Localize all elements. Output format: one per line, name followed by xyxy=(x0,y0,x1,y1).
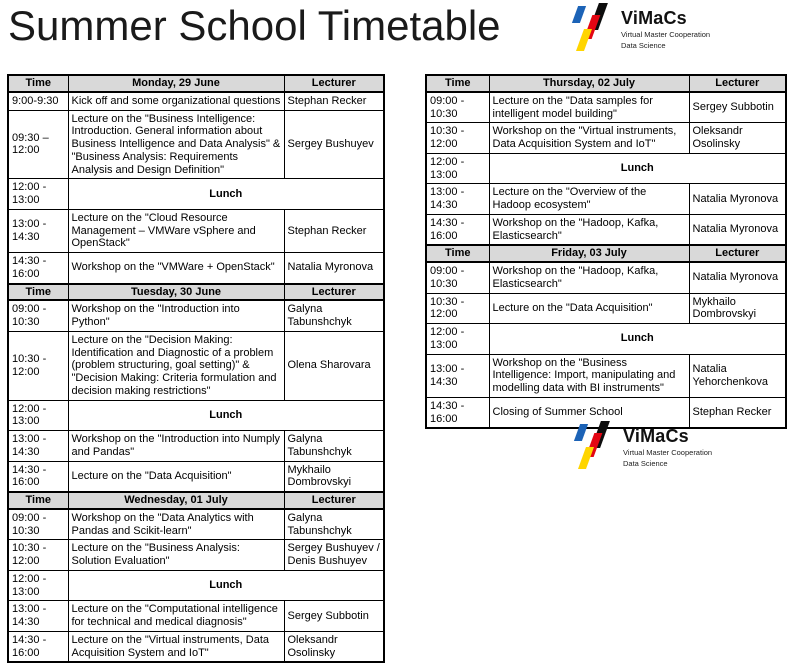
session-description: Workshop on the "Data Analytics with Pandas and Scikit-learn" xyxy=(68,509,284,540)
time-cell: 13:00 - 14:30 xyxy=(8,431,68,462)
session-row xyxy=(8,331,384,400)
day-header: Thursday, 02 July xyxy=(489,75,689,92)
day-header: Friday, 03 July xyxy=(489,245,689,262)
lecturer-cell: Olena Sharovara xyxy=(284,331,384,400)
session-description: Lecture on the "Data Acquisition" xyxy=(489,293,689,324)
session-row xyxy=(8,209,384,252)
session-row xyxy=(426,262,786,293)
time-cell: 09:30 – 12:00 xyxy=(8,110,68,179)
time-header: Time xyxy=(426,75,489,92)
session-row xyxy=(8,110,384,179)
session-description: Lecture on the "Overview of the Hadoop ecosystem" xyxy=(489,184,689,215)
logo-text xyxy=(621,2,710,54)
lecturer-header: Lecturer xyxy=(284,492,384,509)
session-row xyxy=(426,293,786,324)
session-row xyxy=(8,540,384,571)
lecturer-cell: Natalia Myronova xyxy=(689,184,786,215)
logo-bar-yellow-icon xyxy=(576,29,592,51)
timetable-right xyxy=(425,74,787,429)
session-description: Lecture on the "Business Intelligence: Introduction. General information about Business Intelligence and Data Analysis" & "Business Analysis: Requirements Analysis and Design Definition" xyxy=(68,110,284,179)
lecturer-cell: Natalia Yehorchenkova xyxy=(689,354,786,397)
time-cell: 12:00 - 13:00 xyxy=(426,324,489,355)
lecturer-cell: Galyna Tabunshchyk xyxy=(284,509,384,540)
lecturer-cell: Sergey Subbotin xyxy=(689,92,786,123)
session-row xyxy=(8,461,384,492)
time-cell: 13:00 - 14:30 xyxy=(8,209,68,252)
time-cell: 14:30 - 16:00 xyxy=(426,397,489,428)
logo-bar-yellow-icon xyxy=(578,447,594,469)
time-cell: 09:00 - 10:30 xyxy=(426,92,489,123)
lecturer-cell: Natalia Myronova xyxy=(689,214,786,245)
vimacs-logo-icon xyxy=(572,2,614,54)
session-description: Closing of Summer School xyxy=(489,397,689,428)
time-cell: 09:00 - 10:30 xyxy=(8,300,68,331)
time-cell: 10:30 - 12:00 xyxy=(426,123,489,154)
session-description: Lecture on the "Data samples for intelligent model building" xyxy=(489,92,689,123)
time-header: Time xyxy=(8,75,68,92)
time-cell: 14:30 - 16:00 xyxy=(426,214,489,245)
time-cell: 13:00 - 14:30 xyxy=(426,184,489,215)
time-header: Time xyxy=(426,245,489,262)
session-description: Workshop on the "Introduction into Python" xyxy=(68,300,284,331)
session-description: Lecture on the "Business Analysis: Solution Evaluation" xyxy=(68,540,284,571)
lunch-cell: Lunch xyxy=(489,153,786,184)
time-cell: 12:00 - 13:00 xyxy=(8,570,68,601)
day-header: Wednesday, 01 July xyxy=(68,492,284,509)
session-description: Lecture on the "Decision Making: Identification and Diagnostic of a problem (problem structuring, goal setting)" & "Decision Making: Criteria formulation and decision making restrictions" xyxy=(68,331,284,400)
lecturer-cell: Natalia Myronova xyxy=(689,262,786,293)
session-row xyxy=(8,509,384,540)
time-cell: 12:00 - 13:00 xyxy=(8,400,68,431)
session-description: Lecture on the "Cloud Resource Management – VMWare vSphere and OpenStack" xyxy=(68,209,284,252)
session-description: Lecture on the "Computational intelligence for technical and medical diagnosis" xyxy=(68,601,284,632)
session-row xyxy=(426,123,786,154)
day-header-row xyxy=(8,492,384,509)
time-cell: 13:00 - 14:30 xyxy=(426,354,489,397)
time-cell: 09:00 - 10:30 xyxy=(426,262,489,293)
time-cell: 10:30 - 12:00 xyxy=(8,331,68,400)
time-header: Time xyxy=(8,492,68,509)
time-cell: 10:30 - 12:00 xyxy=(426,293,489,324)
logo-subtitle-line2: Data Science xyxy=(621,40,666,50)
vimacs-logo-top xyxy=(572,2,710,54)
timetable-left xyxy=(7,74,385,663)
session-row xyxy=(8,92,384,110)
session-row xyxy=(426,354,786,397)
lunch-row xyxy=(8,570,384,601)
session-description: Workshop on the "VMWare + OpenStack" xyxy=(68,253,284,284)
lecturer-cell: Sergey Subbotin xyxy=(284,601,384,632)
session-row xyxy=(8,631,384,662)
lunch-row xyxy=(426,324,786,355)
lunch-cell: Lunch xyxy=(68,400,384,431)
lecturer-cell: Oleksandr Osolinsky xyxy=(689,123,786,154)
logo-subtitle-line1: Virtual Master Cooperation xyxy=(623,448,713,457)
session-row xyxy=(426,92,786,123)
time-cell: 12:00 - 13:00 xyxy=(8,179,68,210)
session-row xyxy=(8,300,384,331)
lecturer-cell: Stephan Recker xyxy=(284,92,384,110)
day-header-row xyxy=(426,75,786,92)
vimacs-logo-icon xyxy=(574,420,616,472)
lecturer-cell: Oleksandr Osolinsky xyxy=(284,631,384,662)
logo-subtitle-line2: Data Science xyxy=(623,458,668,468)
time-cell: 09:00 - 10:30 xyxy=(8,509,68,540)
time-cell: 10:30 - 12:00 xyxy=(8,540,68,571)
lecturer-header: Lecturer xyxy=(689,245,786,262)
session-row xyxy=(8,601,384,632)
session-description: Workshop on the "Virtual instruments, Data Acquisition System and IoT" xyxy=(489,123,689,154)
lecturer-header: Lecturer xyxy=(284,284,384,301)
page-title: Summer School Timetable xyxy=(8,2,501,49)
lunch-row xyxy=(8,400,384,431)
logo-bar-blue-icon xyxy=(572,6,586,23)
lunch-cell: Lunch xyxy=(489,324,786,355)
lunch-row xyxy=(8,179,384,210)
lecturer-cell: Galyna Tabunshchyk xyxy=(284,300,384,331)
lecturer-cell: Sergey Bushuyev xyxy=(284,110,384,179)
time-cell: 14:30 - 16:00 xyxy=(8,253,68,284)
logo-subtitle-line1: Virtual Master Cooperation xyxy=(621,30,711,39)
lecturer-cell: Natalia Myronova xyxy=(284,253,384,284)
time-header: Time xyxy=(8,284,68,301)
day-header: Monday, 29 June xyxy=(68,75,284,92)
session-description: Workshop on the "Hadoop, Kafka, Elasticsearch" xyxy=(489,262,689,293)
lecturer-header: Lecturer xyxy=(689,75,786,92)
session-row xyxy=(426,184,786,215)
time-cell: 14:30 - 16:00 xyxy=(8,631,68,662)
vimacs-logo-bottom xyxy=(574,420,712,472)
day-header-row xyxy=(8,284,384,301)
session-description: Kick off and some organizational questions xyxy=(68,92,284,110)
logo-text xyxy=(623,420,712,472)
logo-wordmark: ViMaCs xyxy=(621,8,687,28)
session-row xyxy=(426,214,786,245)
time-cell: 14:30 - 16:00 xyxy=(8,461,68,492)
session-description: Lecture on the "Virtual instruments, Data Acquisition System and IoT" xyxy=(68,631,284,662)
day-header-row xyxy=(8,75,384,92)
lecturer-cell: Sergey Bushuyev / Denis Bushuyev xyxy=(284,540,384,571)
logo-bar-blue-icon xyxy=(574,424,588,441)
lecturer-cell: Galyna Tabunshchyk xyxy=(284,431,384,462)
logo-wordmark: ViMaCs xyxy=(623,426,689,446)
lunch-cell: Lunch xyxy=(68,570,384,601)
lunch-row xyxy=(426,153,786,184)
lunch-cell: Lunch xyxy=(68,179,384,210)
lecturer-cell: Mykhailo Dombrovskyi xyxy=(284,461,384,492)
time-cell: 9:00-9:30 xyxy=(8,92,68,110)
lecturer-cell: Mykhailo Dombrovskyi xyxy=(689,293,786,324)
session-description: Workshop on the "Hadoop, Kafka, Elasticsearch" xyxy=(489,214,689,245)
lecturer-cell: Stephan Recker xyxy=(689,397,786,428)
day-header-row xyxy=(426,245,786,262)
lecturer-cell: Stephan Recker xyxy=(284,209,384,252)
session-row xyxy=(8,431,384,462)
session-description: Lecture on the "Data Acquisition" xyxy=(68,461,284,492)
day-header: Tuesday, 30 June xyxy=(68,284,284,301)
time-cell: 12:00 - 13:00 xyxy=(426,153,489,184)
session-row xyxy=(8,253,384,284)
time-cell: 13:00 - 14:30 xyxy=(8,601,68,632)
lecturer-header: Lecturer xyxy=(284,75,384,92)
session-description: Workshop on the "Introduction into Numply and Pandas" xyxy=(68,431,284,462)
session-description: Workshop on the "Business Intelligence: Import, manipulating and modelling data with BI instruments" xyxy=(489,354,689,397)
